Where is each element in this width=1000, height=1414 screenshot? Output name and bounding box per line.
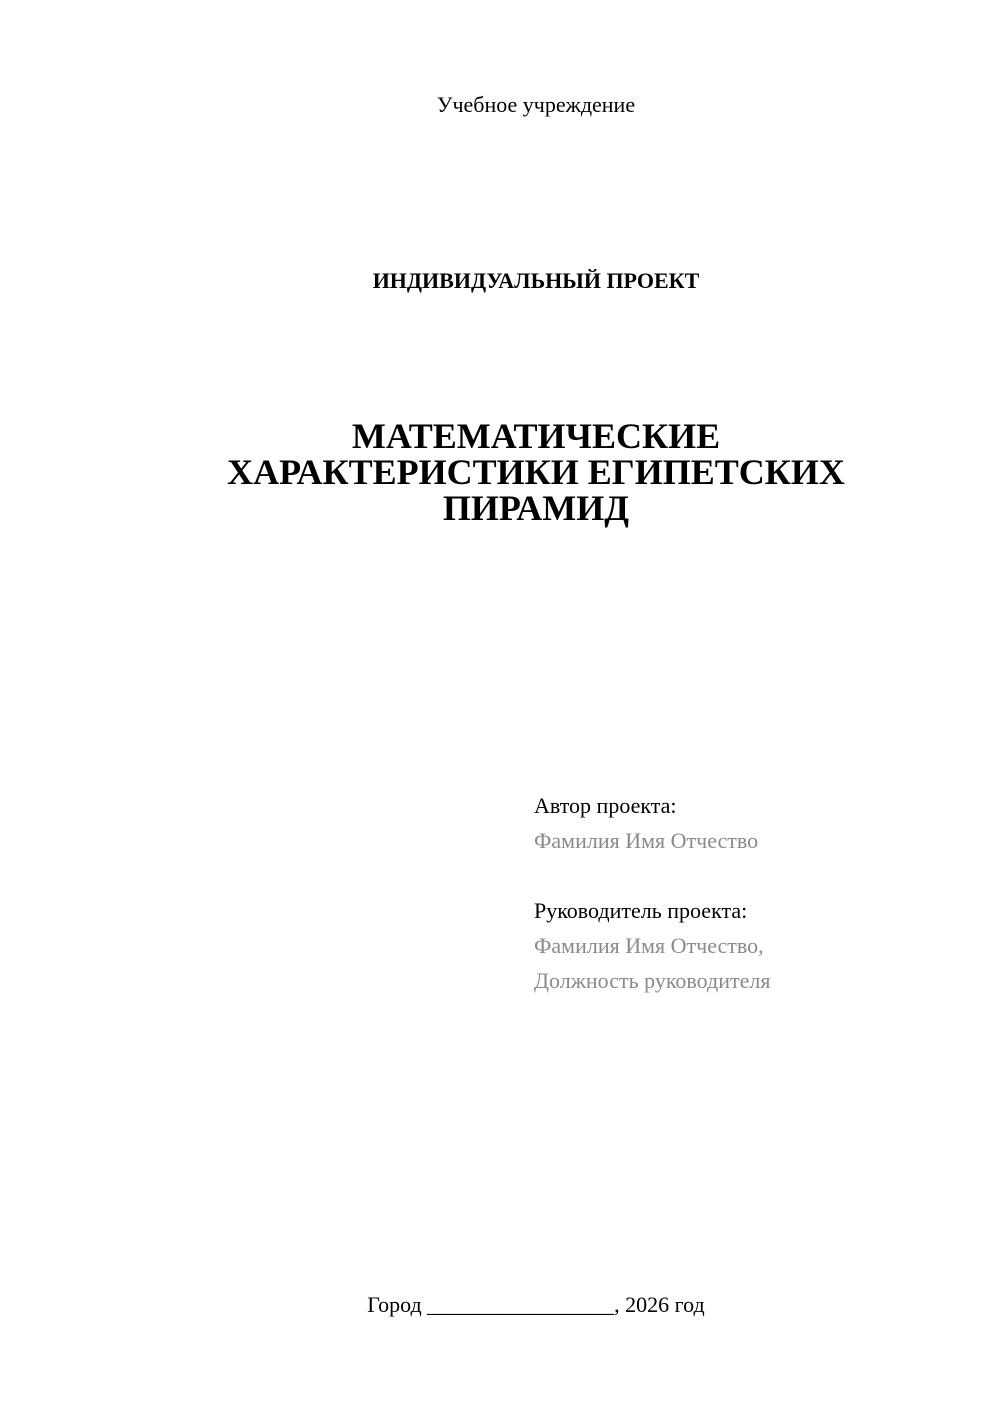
author-label: Автор проекта: bbox=[534, 793, 677, 818]
author-name-placeholder: Фамилия Имя Отчество bbox=[534, 828, 759, 853]
spacer bbox=[534, 858, 770, 893]
project-type-heading: ИНДИВИДУАЛЬНЫЙ ПРОЕКТ bbox=[372, 268, 700, 293]
project-title bbox=[0, 418, 1000, 526]
credits-block bbox=[534, 788, 770, 998]
project-title-line: ПИРАМИД bbox=[442, 488, 630, 528]
supervisor-position-placeholder: Должность руководителя bbox=[534, 968, 771, 993]
project-title-line: ХАРАКТЕРИСТИКИ ЕГИПЕТСКИХ bbox=[227, 452, 845, 492]
city-year-line: Город _________________, 2026 год bbox=[367, 1292, 705, 1317]
institution-name: Учебное учреждение bbox=[436, 92, 636, 117]
supervisor-name-placeholder: Фамилия Имя Отчество, bbox=[534, 933, 764, 958]
project-title-line: МАТЕМАТИЧЕСКИЕ bbox=[351, 416, 721, 456]
supervisor-label: Руководитель проекта: bbox=[534, 898, 748, 923]
